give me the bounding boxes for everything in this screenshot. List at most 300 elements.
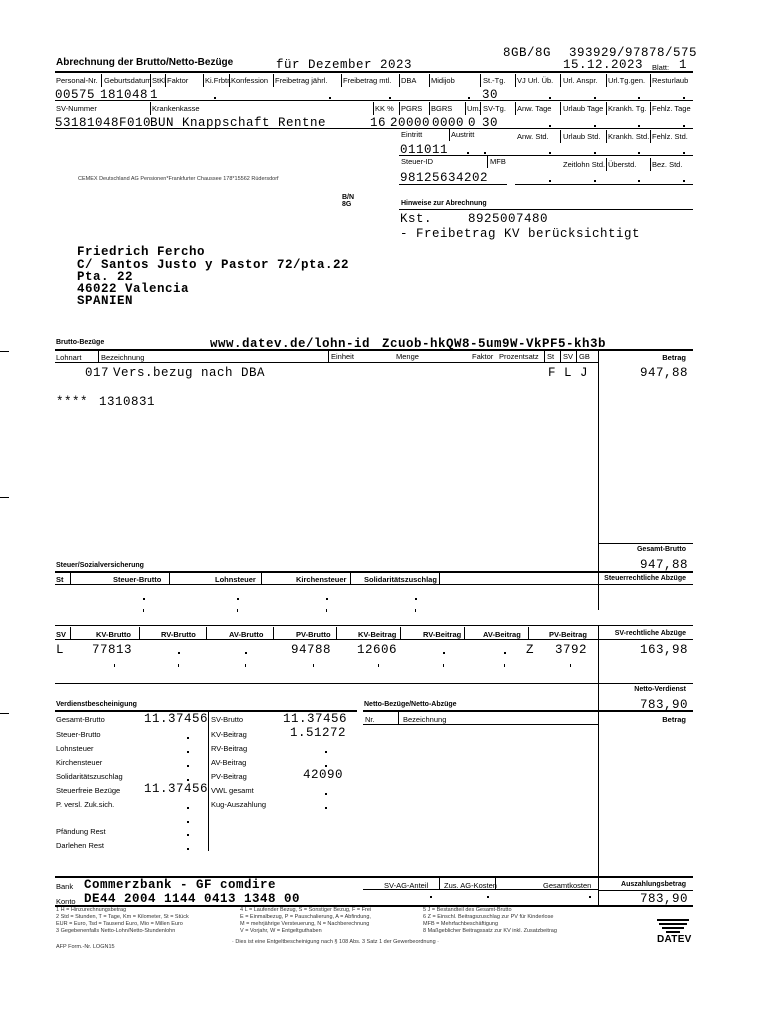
dot [325,765,327,767]
dot [638,97,640,99]
betrag-column-divider [598,625,599,683]
label-fehlz-tage: Fehlz. Tage [652,104,691,113]
divider [515,102,516,115]
period: für Dezember 2023 [276,58,413,72]
divider [206,627,207,639]
divider [150,74,151,87]
hinweise-note: - Freibetrag KV berücksichtigt [400,227,641,241]
label-urlaub-std: Urlaub Std. [563,132,601,141]
label-soli: Solidaritätszuschlag [56,772,123,781]
row-rule [55,128,693,129]
divider [273,627,274,639]
label-darlehen: Darlehen Rest [56,841,104,850]
recipient-country: SPANIEN [77,294,134,308]
dot [187,779,189,781]
label-krankenkasse: Krankenkasse [152,104,200,113]
label-sv-brutto: SV-Brutto [211,715,244,724]
label-resturlaub: Resturlaub [652,76,689,85]
label-kv-beitrag: KV-Beitrag [211,730,247,739]
row-rule [363,889,598,890]
label-steuer-brutto: Steuer-Brutto [56,730,101,739]
footnote-3: 3 Gegebenenfalls Netto-Lohn/Netto-Stundenlohn [56,928,176,934]
label-stkl: StKl [152,76,166,85]
col-kv-brutto: KV-Brutto [96,630,131,639]
gesamt-brutto-label: Gesamt-Brutto [636,546,686,553]
label-lohnsteuer: Lohnsteuer [56,744,94,753]
geburtsdatum: 181048 [100,88,149,102]
dot [389,97,391,99]
entgelt-note: · Dies ist eine Entgeltbescheinigung nach § 108 Abs. 3 Satz 1 der Gewerbeordnung · [232,939,439,945]
divider [439,572,440,584]
dot [245,652,247,654]
label-sv-nummer: SV-Nummer [56,104,97,113]
label-sv-ag-anteil: SV-AG-Anteil [384,881,429,890]
fold-mark [0,713,9,714]
divider [429,74,430,87]
col-av-beitrag: AV-Beitrag [483,630,521,639]
col-lohnart: Lohnart [56,353,82,362]
col-rv-beitrag: RV-Beitrag [423,630,462,639]
dot [549,152,551,154]
steuerklasse: 1 [150,88,159,102]
label-geburtsdatum: Geburtsdatum [104,76,152,85]
hinweise-kst-value: 8925007480 [468,212,549,226]
col-nr: Nr. [365,715,375,724]
betrag-column-divider [598,683,599,713]
label-steuerfrei: Steuerfreie Bezüge [56,786,121,795]
divider [528,627,529,639]
col-av-brutto: AV-Brutto [229,630,264,639]
divider [398,711,399,724]
bank-name: Commerzbank - GF comdire [84,878,277,892]
label-anw-std: Anw. Std. [517,132,549,141]
recipient-extra: Pta. 22 [77,270,134,284]
lohn-stars-value: 1310831 [99,395,156,409]
label-zeitlohn-std: Zeitlohn Std. [563,160,606,169]
divider [606,158,607,171]
mail-code: B/N 8G [342,194,355,208]
label-vwl: VWL gesamt [211,786,254,795]
fold-mark [0,351,9,352]
code: 8GB/8G [503,46,552,60]
dot [487,896,489,898]
dot [178,652,180,654]
tick [178,664,179,667]
pgrs: 20000 [390,116,431,130]
label-st-tg: St.-Tg. [483,76,506,85]
label-freibetrag-mtl: Freibetrag mtl. [343,76,392,85]
recipient-city: 46022 Valencia [77,282,190,296]
header-rule [363,724,598,725]
divider [606,102,607,115]
divider [560,74,561,87]
divider [261,572,262,584]
label-zus-ag-kosten: Zus. AG-Kosten [444,881,497,890]
col-sv: SV [56,630,67,639]
sv-tage: 30 [482,116,499,130]
dot [187,848,189,850]
lohn-stars: **** [56,395,89,409]
label-dba: DBA [401,76,417,85]
netto-verdienst-value: 783,90 [639,698,688,712]
dot [638,152,640,154]
dot [430,896,432,898]
divider [273,74,274,87]
label-av-beitrag: AV-Beitrag [211,758,247,767]
sv-nummer: 53181048F010 [55,116,152,130]
col-pv-beitrag: PV-Beitrag [549,630,587,639]
label-urlaub-tage: Urlaub Tage [563,104,604,113]
header-rule [55,362,598,363]
divider [373,102,374,115]
netto-verdienst-label: Netto-Verdienst [634,686,686,693]
netto-abzuege-section-label: Netto-Bezüge/Netto-Abzüge [364,701,457,708]
divider [165,74,166,87]
dot [325,751,327,753]
label-steuer-id: Steuer-ID [401,157,434,166]
col-menge: Menge [396,352,419,361]
col-rv-brutto: RV-Brutto [161,630,196,639]
recipient-street: C/ Santos Justo y Pastor 72/pta.22 [77,258,350,272]
auszahlung-label: Auszahlungsbetrag [621,881,686,888]
col-einheit: Einheit [331,352,354,361]
divider [487,156,488,168]
label-krankh-std: Krankh. Std. [608,132,650,141]
dot [549,125,551,127]
dot [187,751,189,753]
divider [439,877,440,889]
col-soli: Solidaritätszuschlag [364,575,437,584]
label-pfaendung: Pfändung Rest [56,827,106,836]
reference-number: 393929/97878/575 [569,46,698,60]
row-bezeichnung: Vers.bezug nach DBA [113,366,266,380]
lohn-id-code: Zcuob-hkQW8-5um9W-VkPF5-kh3b [382,337,607,351]
divider [606,74,607,87]
label-bez-std: Bez. Std. [652,160,683,169]
row-betrag: 947,88 [639,366,688,380]
divider [576,350,577,362]
dot [214,97,216,99]
divider [544,350,545,362]
col-steuer-brutto: Steuer-Brutto [113,575,162,584]
label-sv-tg: SV-Tg. [483,104,506,113]
fold-mark [0,497,9,498]
tick [415,609,416,612]
tick [443,664,444,667]
dot [415,598,417,600]
label-um: Um. [467,104,481,113]
header-rule [55,71,693,73]
sv-abzuege-value: 163,98 [639,643,688,657]
krankenkasse: BUN Knappschaft Rentne [150,116,327,130]
dot [594,152,596,154]
label-freibetrag-jaehrl: Freibetrag jährl. [275,76,328,85]
dot [443,652,445,654]
divider [328,350,329,362]
datev-logo [657,919,692,945]
personal-nr: 00575 [55,88,96,102]
steuer-abzuege-label: Steuerrechtliche Abzüge [604,575,686,582]
divider [350,572,351,584]
brutto-section-label: Brutto-Bezüge [56,339,105,346]
document-title: Abrechnung der Brutto/Netto-Bezüge [56,57,234,68]
sv-code: L [56,643,65,657]
divider [480,102,481,115]
label-krankh-tg: Krankh. Tg. [608,104,647,113]
steuer-tage: 30 [482,88,499,102]
pv-brutto: 94788 [291,643,332,657]
divider [465,102,466,115]
dot [683,152,685,154]
row-rule [55,100,693,101]
divider [650,158,651,171]
lohn-id-url: www.datev.de/lohn-id [210,337,371,351]
footnote-4: 4 L = Laufender Bezug, S = Sonstiger Bezug, F = Frei [240,907,372,913]
label-ueberstd: Überstd. [608,160,637,169]
divider [70,572,71,584]
label-ki-frbtr: Ki.Frbtr. [205,76,232,85]
row-rule [598,890,693,891]
dot [329,97,331,99]
dot [468,97,470,99]
dot [504,652,506,654]
logo-bar [659,923,687,925]
logo-bar [666,931,680,933]
logo-bar [657,919,689,921]
hinweise-kst-label: Kst. [400,212,433,226]
footnote-1: 1 H = Hinzurechnungsbetrag [56,907,127,913]
col-prozentsatz: Prozentsatz [499,352,539,361]
divider [560,102,561,115]
row-rule [399,184,507,185]
footnote-4b: E = Einmalbezug, P = Pauschalierung, A = Abfindung, [240,914,371,920]
divider [229,74,230,87]
row-lohnart: 017 [85,366,110,380]
divider [400,627,401,639]
divider [70,627,71,639]
divider [169,572,170,584]
pv-zuschlag-flag: Z [526,643,535,657]
label-pgrs: PGRS [401,104,423,113]
label-kk-pct: KK % [375,104,394,113]
verdienst-gesamt-brutto: 11.37456 [144,712,209,726]
col-netto-bezeichnung: Bezeichnung [403,715,447,724]
row-flags: F L J [548,366,589,380]
label-rv-beitrag: RV-Beitrag [211,744,248,753]
divider [399,102,400,115]
tick [326,609,327,612]
betrag-column-divider [598,571,599,610]
dot [638,180,640,182]
dot [549,180,551,182]
divider [203,74,204,87]
sheet-value: 1 [679,58,688,72]
label-mfb: MFB [490,157,506,166]
betrag-column-divider [598,877,599,905]
label-konfession: Konfession [231,76,269,85]
divider [464,627,465,639]
verdienst-kv-beitrag: 1.51272 [290,726,347,740]
label-bgrs: BGRS [431,104,453,113]
betrag-column-divider [598,711,599,876]
gesamt-brutto-rule [598,543,693,544]
form-code: AFP Form.-Nr. LOGN15 [56,944,115,950]
footnote-2: 2 Std = Stunden, T = Tage, Km = Kilometer, St = Stück [56,914,189,920]
dot [187,821,189,823]
dot [683,180,685,182]
dot [638,125,640,127]
verdienst-pv-beitrag: 42090 [303,768,344,782]
col-netto-betrag: Betrag [662,715,686,724]
tick [237,609,238,612]
col-kirchensteuer: Kirchensteuer [296,575,347,584]
dot [187,807,189,809]
umlage: 0 [468,116,477,130]
col-lohnsteuer: Lohnsteuer [215,575,256,584]
col-steuer-st: St [56,575,64,584]
col-pv-brutto: PV-Brutto [296,630,331,639]
footnote-4c: M = mehrjährige Versteuerung, N = Nachberechnung [240,921,370,927]
gesamt-brutto-value: 947,88 [639,558,688,572]
divider [98,350,99,362]
dot [187,834,189,836]
col-sv: SV [563,352,574,361]
footnote-4d: V = Vorjahr, W = Entgeltguthaben [240,928,322,934]
verdienst-steuerfrei: 11.37456 [144,782,209,796]
divider [560,350,561,362]
dot [325,807,327,809]
label-vj-url-ub: VJ Url. Üb. [517,76,554,85]
section-rule [55,905,693,907]
label-pv-beitrag: PV-Beitrag [211,772,247,781]
divider [449,129,450,141]
sv-abzuege-label: SV-rechtliche Abzüge [614,630,686,637]
dot [594,180,596,182]
col-st: St [547,352,555,361]
auszahlung-value: 783,90 [639,892,688,906]
steuer-id: 98125634202 [400,171,489,185]
row-rule [399,155,693,156]
section-rule [363,710,693,712]
divider [650,102,651,115]
dot [589,896,591,898]
label-konto: Konto [56,897,76,906]
divider [139,627,140,639]
divider [341,74,342,87]
divider [560,130,561,143]
kk-pct: 16 [370,116,387,130]
tick [378,664,379,667]
label-eintritt: Eintritt [401,130,423,139]
row-rule [515,184,693,185]
kv-brutto: 77813 [92,643,133,657]
col-gb: GB [579,352,590,361]
divider [208,711,209,851]
divider [480,74,481,87]
label-fehlz-std: Fehlz. Std. [652,132,688,141]
divider [336,627,337,639]
label-austritt: Austritt [451,130,475,139]
divider [399,74,400,87]
verdienst-section-label: Verdienstbescheinigung [56,701,137,708]
steuer-section-label: Steuer/Sozialversicherung [56,562,144,569]
tick [114,664,115,667]
divider [650,74,651,87]
recipient-name: Friedrich Fercho [77,245,206,259]
label-gesamtkosten: Gesamtkosten [543,881,592,890]
divider [101,74,102,87]
tick [245,664,246,667]
label-pauschal: P. versl. Zuk.sich. [56,800,115,809]
datev-wordmark: DATEV [657,934,692,945]
divider [429,102,430,115]
kv-beitrag: 12606 [357,643,398,657]
label-anw-tage: Anw. Tage [517,104,552,113]
pv-beitrag: 3792 [555,643,588,657]
dot [187,737,189,739]
dot [683,125,685,127]
dot [326,598,328,600]
label-url-anspr: Url. Anspr. [563,76,598,85]
col-bezeichnung: Bezeichnung [101,353,145,362]
dot [237,598,239,600]
label-gesamt-brutto: Gesamt-Brutto [56,715,105,724]
footnote-7: MFB = Mehrfachbeschäftigung [423,921,499,927]
tick [570,664,571,667]
footnote-8: 8 Maßgeblicher Beitragssatz zur KV inkl. Zusatzbeitrag [423,928,557,934]
label-midijob: Midijob [431,76,455,85]
dot [484,152,486,154]
footnote-6: 6 Z = Einschl. Beitragszuschlag zur PV für Kinderlose [423,914,554,920]
dot [467,152,469,154]
divider [495,877,496,889]
bgrs: 0000 [432,116,465,130]
footnote-5: 5 J = Bestandteil des Gesamt-Brutto [423,907,512,913]
divider [515,74,516,87]
label-url-tg-gen: Url.Tg.gen. [608,76,646,85]
hinweise-label: Hinweise zur Abrechnung [401,200,487,207]
label-bank: Bank [56,882,74,891]
label-faktor: Faktor [167,76,189,85]
employer-line: CEMEX Deutschland AG Pensionen*Frankfurter Chaussee 178*15562 Rüdersdorf [78,176,279,182]
label-kug: Kug-Auszahlung [211,800,267,809]
tick [143,609,144,612]
dot [594,125,596,127]
hinweise-rule [399,209,693,210]
label-personal-nr: Personal-Nr. [56,76,98,85]
divider [606,130,607,143]
dot [143,598,145,600]
tick [313,664,314,667]
divider [650,130,651,143]
dot [549,97,551,99]
dot [683,97,685,99]
col-kv-beitrag: KV-Beitrag [358,630,397,639]
dot [594,97,596,99]
verdienst-sv-brutto: 11.37456 [283,712,348,726]
label-kirchensteuer: Kirchensteuer [56,758,103,767]
col-betrag: Betrag [662,353,686,362]
dot [187,765,189,767]
dot [325,793,327,795]
eintritt-date: 011011 [400,143,449,157]
iban: DE44 2004 1144 0413 1348 00 [84,892,301,906]
tick [504,664,505,667]
sheet-label: Blatt: [652,63,670,72]
col-faktor: Faktor [472,352,494,361]
logo-bar [662,927,684,929]
document-date: 15.12.2023 [563,58,644,72]
